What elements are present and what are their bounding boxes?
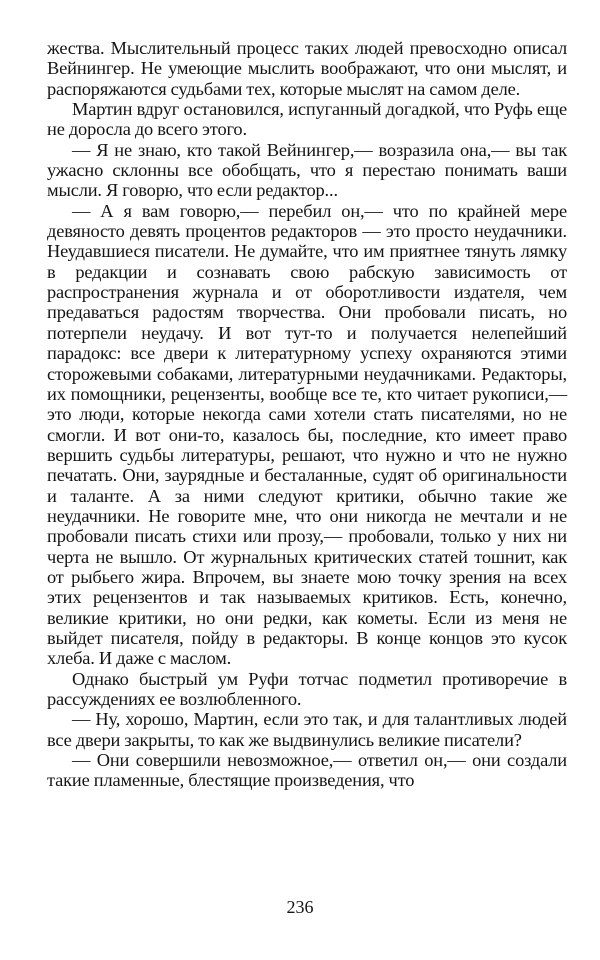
- paragraph: — Я не знаю, кто такой Вейнингер,— возразила она,— вы так ужасно склонны все обобщать, что я перестаю понимать ваши мысли. Я говорю, что если редактор...: [47, 139, 567, 201]
- body-text: [47, 38, 567, 791]
- paragraph: Мартин вдруг остановился, испуганный догадкой, что Руфь еще не доросла до всего этого.: [47, 99, 567, 140]
- paragraph: Однако быстрый ум Руфи тотчас подметил противоречие в рассуждениях ее возлюбленного.: [47, 668, 567, 709]
- page-number: 236: [286, 897, 314, 917]
- paragraph: — Они совершили невозможное,— ответил он,— они создали такие пламенные, блестящие произведения, что: [47, 750, 567, 791]
- paragraph: — Ну, хорошо, Мартин, если это так, и для талантливых людей все двери закрыты, то как же выдвинулись великие писатели?: [47, 709, 567, 750]
- paragraph: — А я вам говорю,— перебил он,— что по крайней мере девяносто девять процентов редакторов — это просто неудачники. Неудавшиеся писатели. Не думайте, что им приятнее тянуть лямку в редакции и сознавать свою рабскую зависимость от распространения журнала и от оборотливости издателя, чем предаваться радостям творчества. Они пробовали писать, но потерпели неудачу. И вот тут-то и получается нелепейший парадокс: все двери к литературному успеху охраняются этими сторожевыми собаками, литературными неудачниками. Редакторы, их помощники, рецензенты, вообще все те, кто читает рукописи,— это люди, которые некогда сами хотели стать писателями, но не смогли. И вот они-то, казалось бы, последние, кто имеет право вершить судьбы литературы, решают, что нужно и что не нужно печатать. Они, заурядные и бесталанные, судят об оригинальности и таланте. А за ними следуют критики, обычно такие же неудачники. Не говорите мне, что они никогда не мечтали и не пробовали писать стихи или прозу,— пробовали, только у них ни черта не вышло. От журнальных критических статей тошнит, как от рыбьего жира. Впрочем, вы знаете мою точку зрения на всех этих рецензентов и так называемых критиков. Есть, конечно, великие критики, но они редки, как кометы. Если из меня не выйдет писателя, пойду в редакторы. В конце концов это кусок хлеба. И даже с маслом.: [47, 200, 567, 669]
- paragraph-continued: жества. Мыслительный процесс таких людей превосходно описал Вейнингер. Не умеющие мыслить воображают, что они мыслят, и распоряжаются судьбами тех, которые мыслят на самом деле.: [47, 38, 567, 99]
